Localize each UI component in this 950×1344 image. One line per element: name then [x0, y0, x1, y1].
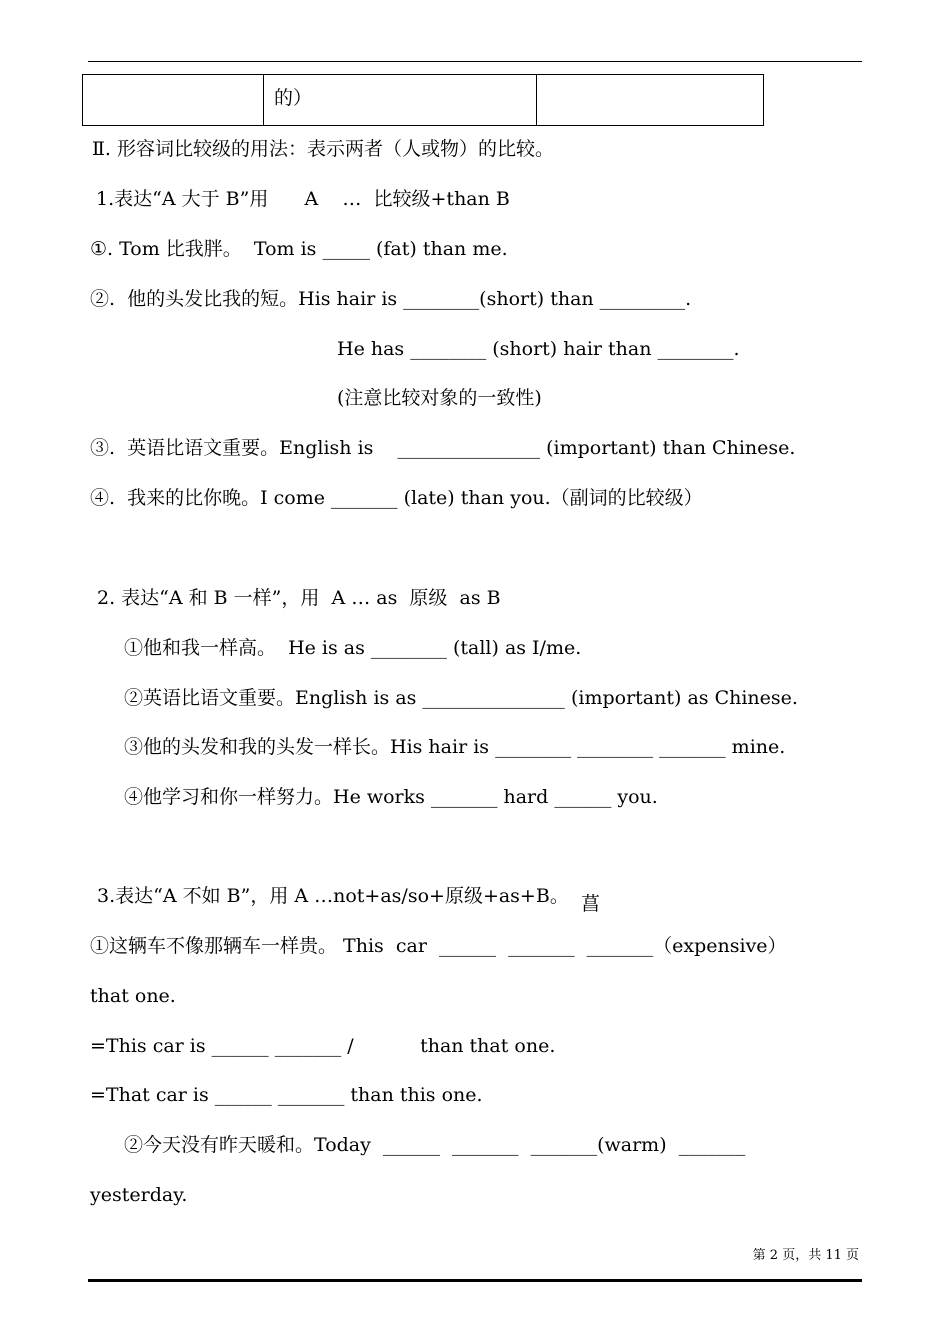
exercise-line: ①这辆车不像那辆车一样贵。 This car ______ _______ _______（expensive）	[90, 935, 787, 957]
exercise-line: ③. 英语比语文重要。English is _______________ (important) than Chinese.	[90, 437, 796, 459]
exercise-line: ②. 他的头发比我的短。His hair is ________(short) than _________.	[90, 288, 692, 310]
header-rule	[88, 61, 862, 62]
exercise-line: =This car is ______ _______ / than that one.	[90, 1035, 556, 1057]
exercise-line: ③他的头发和我的头发一样长。His hair is ________ ________ _______ mine.	[124, 736, 786, 758]
table-cell	[537, 75, 764, 126]
continued-table	[82, 74, 764, 126]
exercise-line: He has ________ (short) hair than ________.	[337, 338, 740, 360]
rule-1-heading: 1.表达“A 大于 B”用 A … 比较级+than B	[96, 188, 510, 210]
page-number: 第 2 页，共 11 页	[752, 1248, 859, 1263]
table-row	[83, 75, 764, 126]
stray-character: 菖	[581, 893, 601, 915]
table-cell	[83, 75, 264, 126]
exercise-line: ④他学习和你一样努力。He works _______ hard ______ you.	[124, 786, 658, 808]
exercise-line: ①他和我一样高。 He is as ________ (tall) as I/me.	[124, 637, 582, 659]
exercise-line: ②英语比语文重要。English is as _______________ (important) as Chinese.	[124, 687, 798, 709]
footer-rule	[88, 1279, 862, 1282]
exercise-line: ④. 我来的比你晚。I come _______ (late) than you.（副词的比较级）	[90, 487, 703, 509]
rule-2-heading: 2. 表达“A 和 B 一样”，用 A … as 原级 as B	[97, 587, 501, 609]
table-cell: 的）	[264, 75, 537, 126]
exercise-line: =That car is ______ _______ than this one.	[90, 1084, 483, 1106]
exercise-line: ②今天没有昨天暖和。Today ______ _______ _______(warm) _______	[124, 1134, 746, 1156]
rule-3-heading: 3.表达“A 不如 B”，用 A …not+as/so+原级+as+B。	[97, 885, 569, 907]
exercise-line: ①. Tom 比我胖。 Tom is _____ (fat) than me.	[90, 238, 508, 260]
section-heading: Ⅱ. 形容词比较级的用法：表示两者（人或物）的比较。	[92, 138, 554, 160]
note-line: (注意比较对象的一致性)	[337, 387, 542, 409]
exercise-line: yesterday.	[90, 1184, 188, 1206]
exercise-line: that one.	[90, 985, 176, 1007]
